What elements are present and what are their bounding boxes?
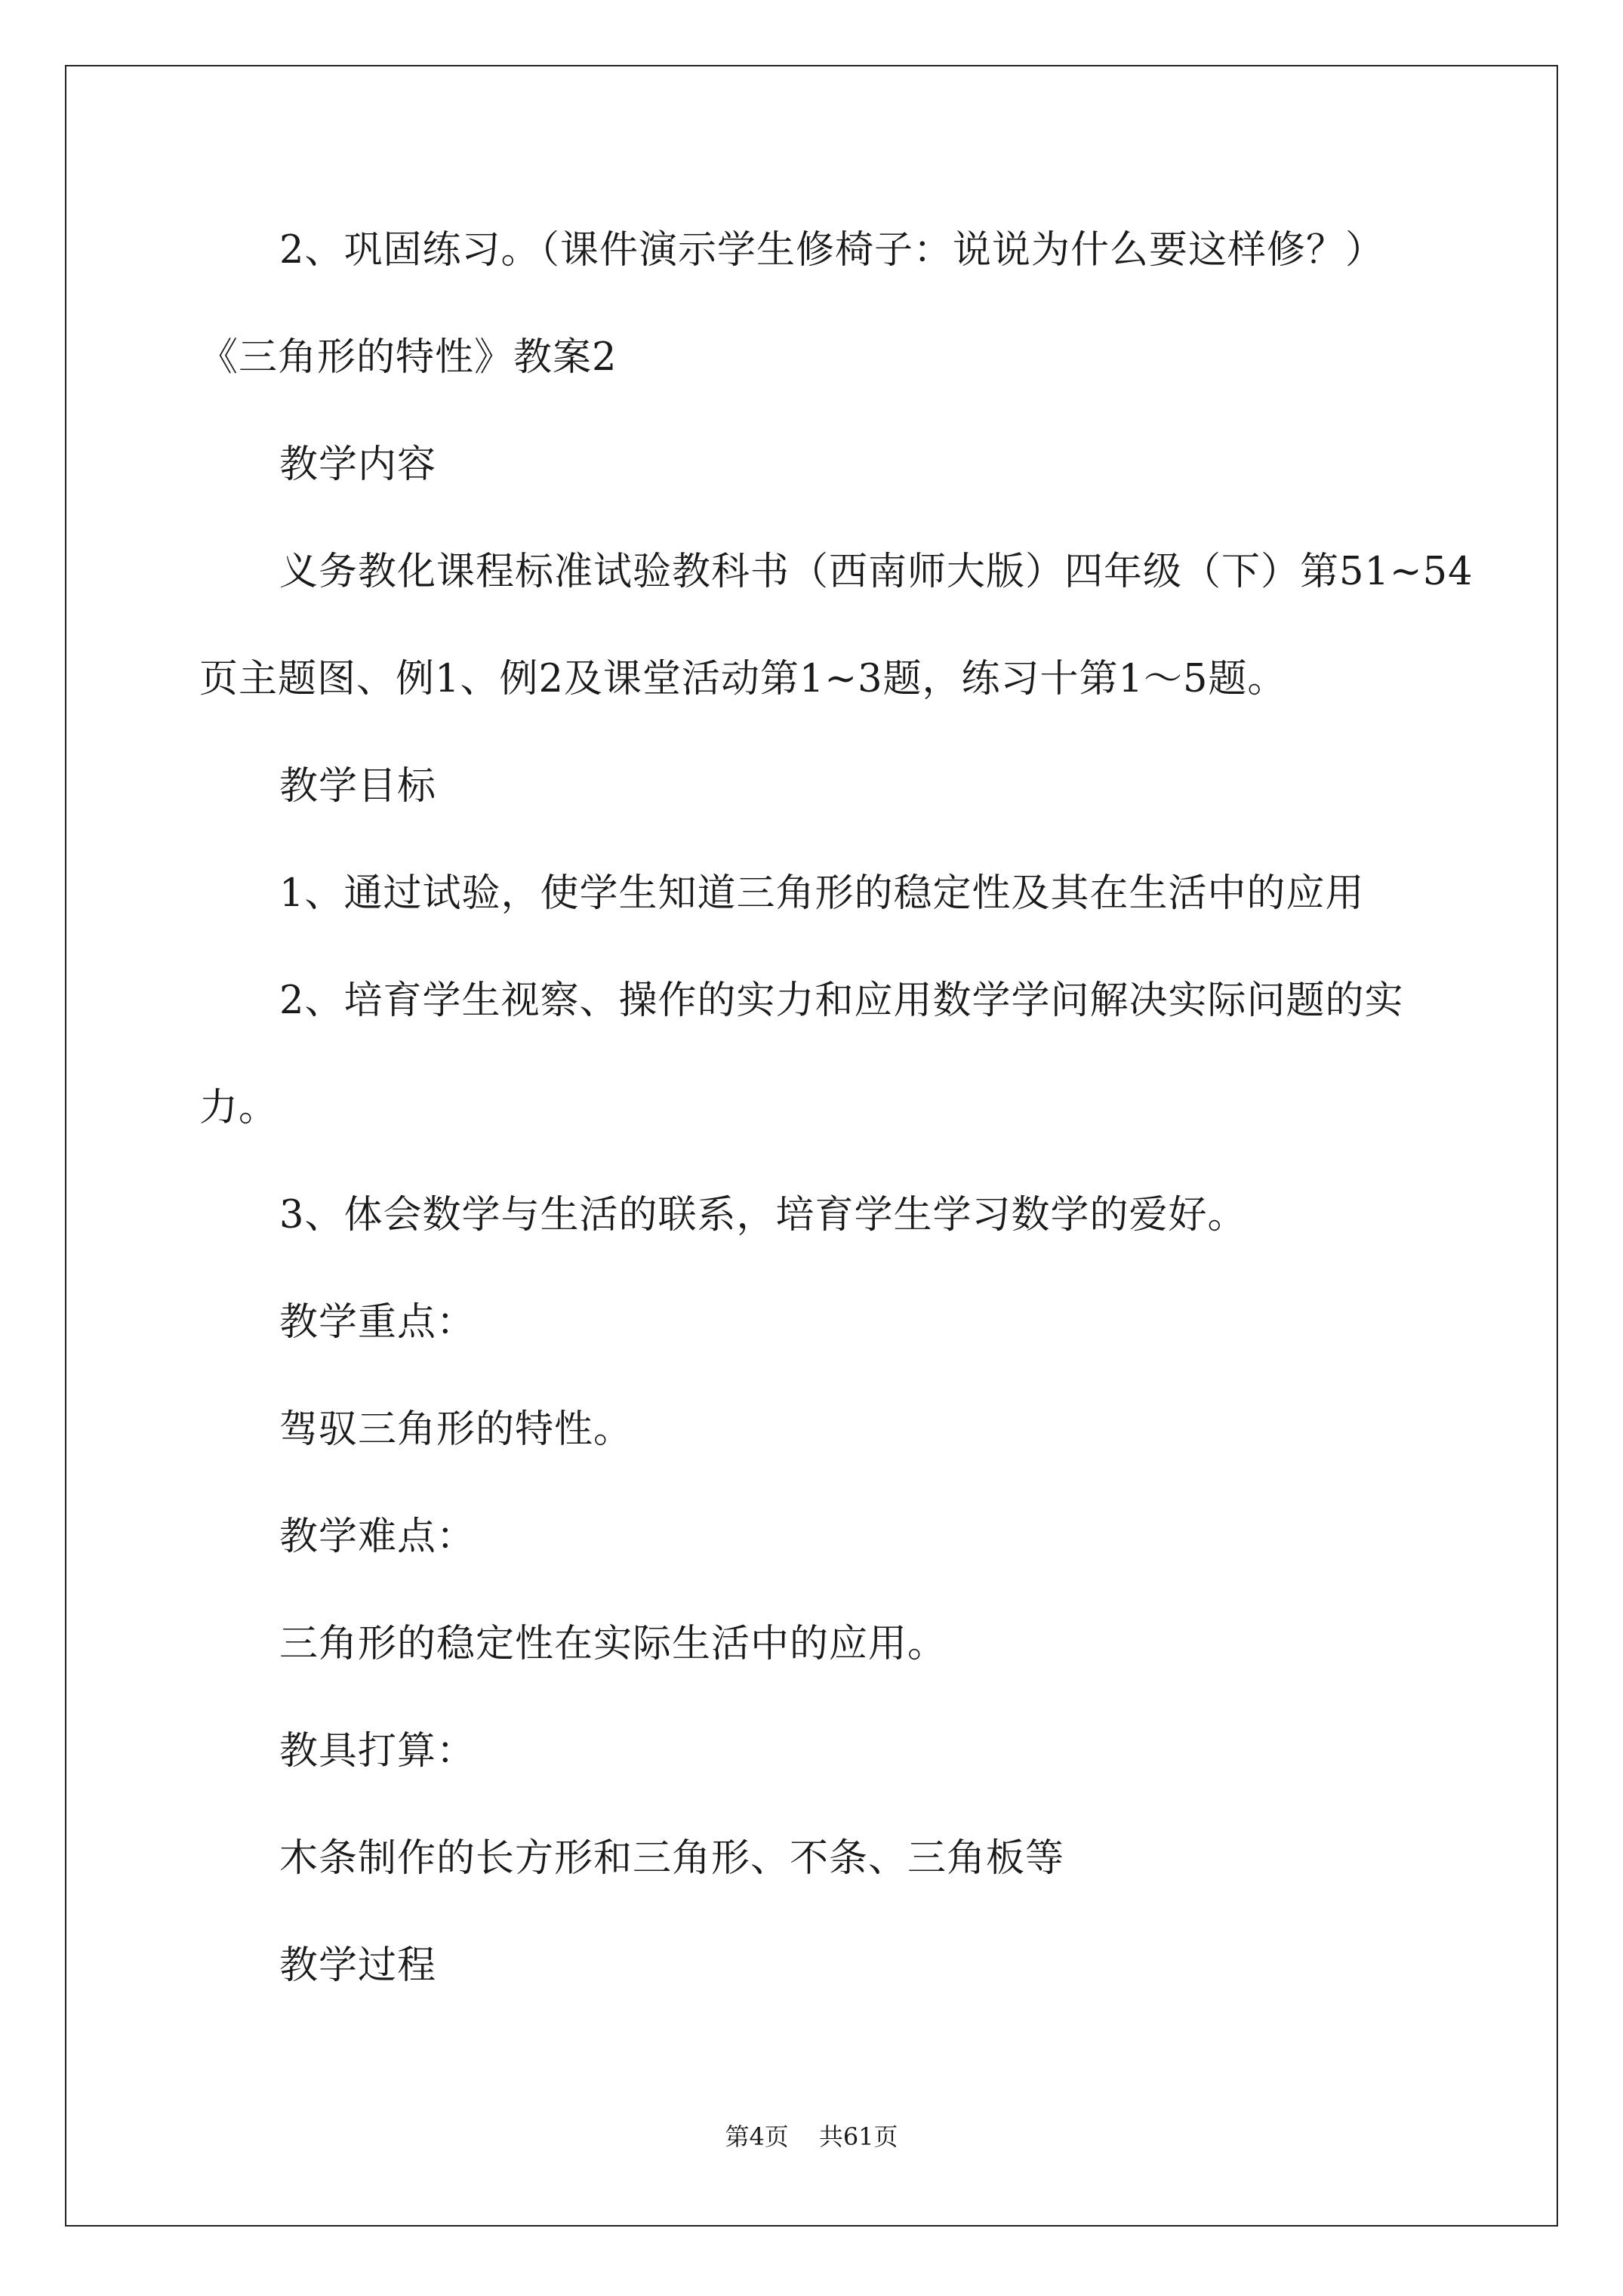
section-title: 《三角形的特性》教案2 — [199, 335, 617, 380]
paragraph-goal-2: 2、培育学生视察、操作的实力和应用数学学问解决实际问题的实 — [279, 978, 1404, 1023]
heading-key-points: 教学重点： — [279, 1300, 476, 1345]
heading-goals: 教学目标 — [279, 764, 437, 809]
page-border — [65, 65, 1558, 2227]
paragraph-materials: 木条制作的长方形和三角形、不条、三角板等 — [279, 1836, 1065, 1881]
heading-content: 教学内容 — [279, 442, 437, 487]
paragraph-key-points: 驾驭三角形的特性。 — [279, 1407, 633, 1452]
paragraph-goal-1: 1、通过试验，使学生知道三角形的稳定性及其在生活中的应用 — [279, 871, 1365, 916]
paragraph-goal-3: 3、体会数学与生活的联系，培育学生学习数学的爱好。 — [279, 1193, 1247, 1237]
heading-materials: 教具打算： — [279, 1729, 476, 1774]
paragraph-textbook: 义务教化课程标准试验教科书（西南师大版）四年级（下）第51~54 — [279, 550, 1474, 594]
paragraph-textbook-cont: 页主题图、例1、例2及课堂活动第1~3题，练习十第1～5题。 — [199, 657, 1287, 701]
page-footer — [0, 2122, 1623, 2152]
heading-process: 教学过程 — [279, 1943, 437, 1988]
page-number: 第4页 — [725, 2122, 789, 2151]
paragraph-practice: 2、巩固练习。（课件演示学生修椅子：说说为什么要这样修？） — [279, 228, 1384, 273]
paragraph-goal-2-cont: 力。 — [199, 1086, 279, 1130]
heading-difficulties: 教学难点： — [279, 1515, 476, 1559]
paragraph-difficulties: 三角形的稳定性在实际生活中的应用。 — [279, 1622, 947, 1666]
page-total: 共61页 — [818, 2122, 898, 2151]
